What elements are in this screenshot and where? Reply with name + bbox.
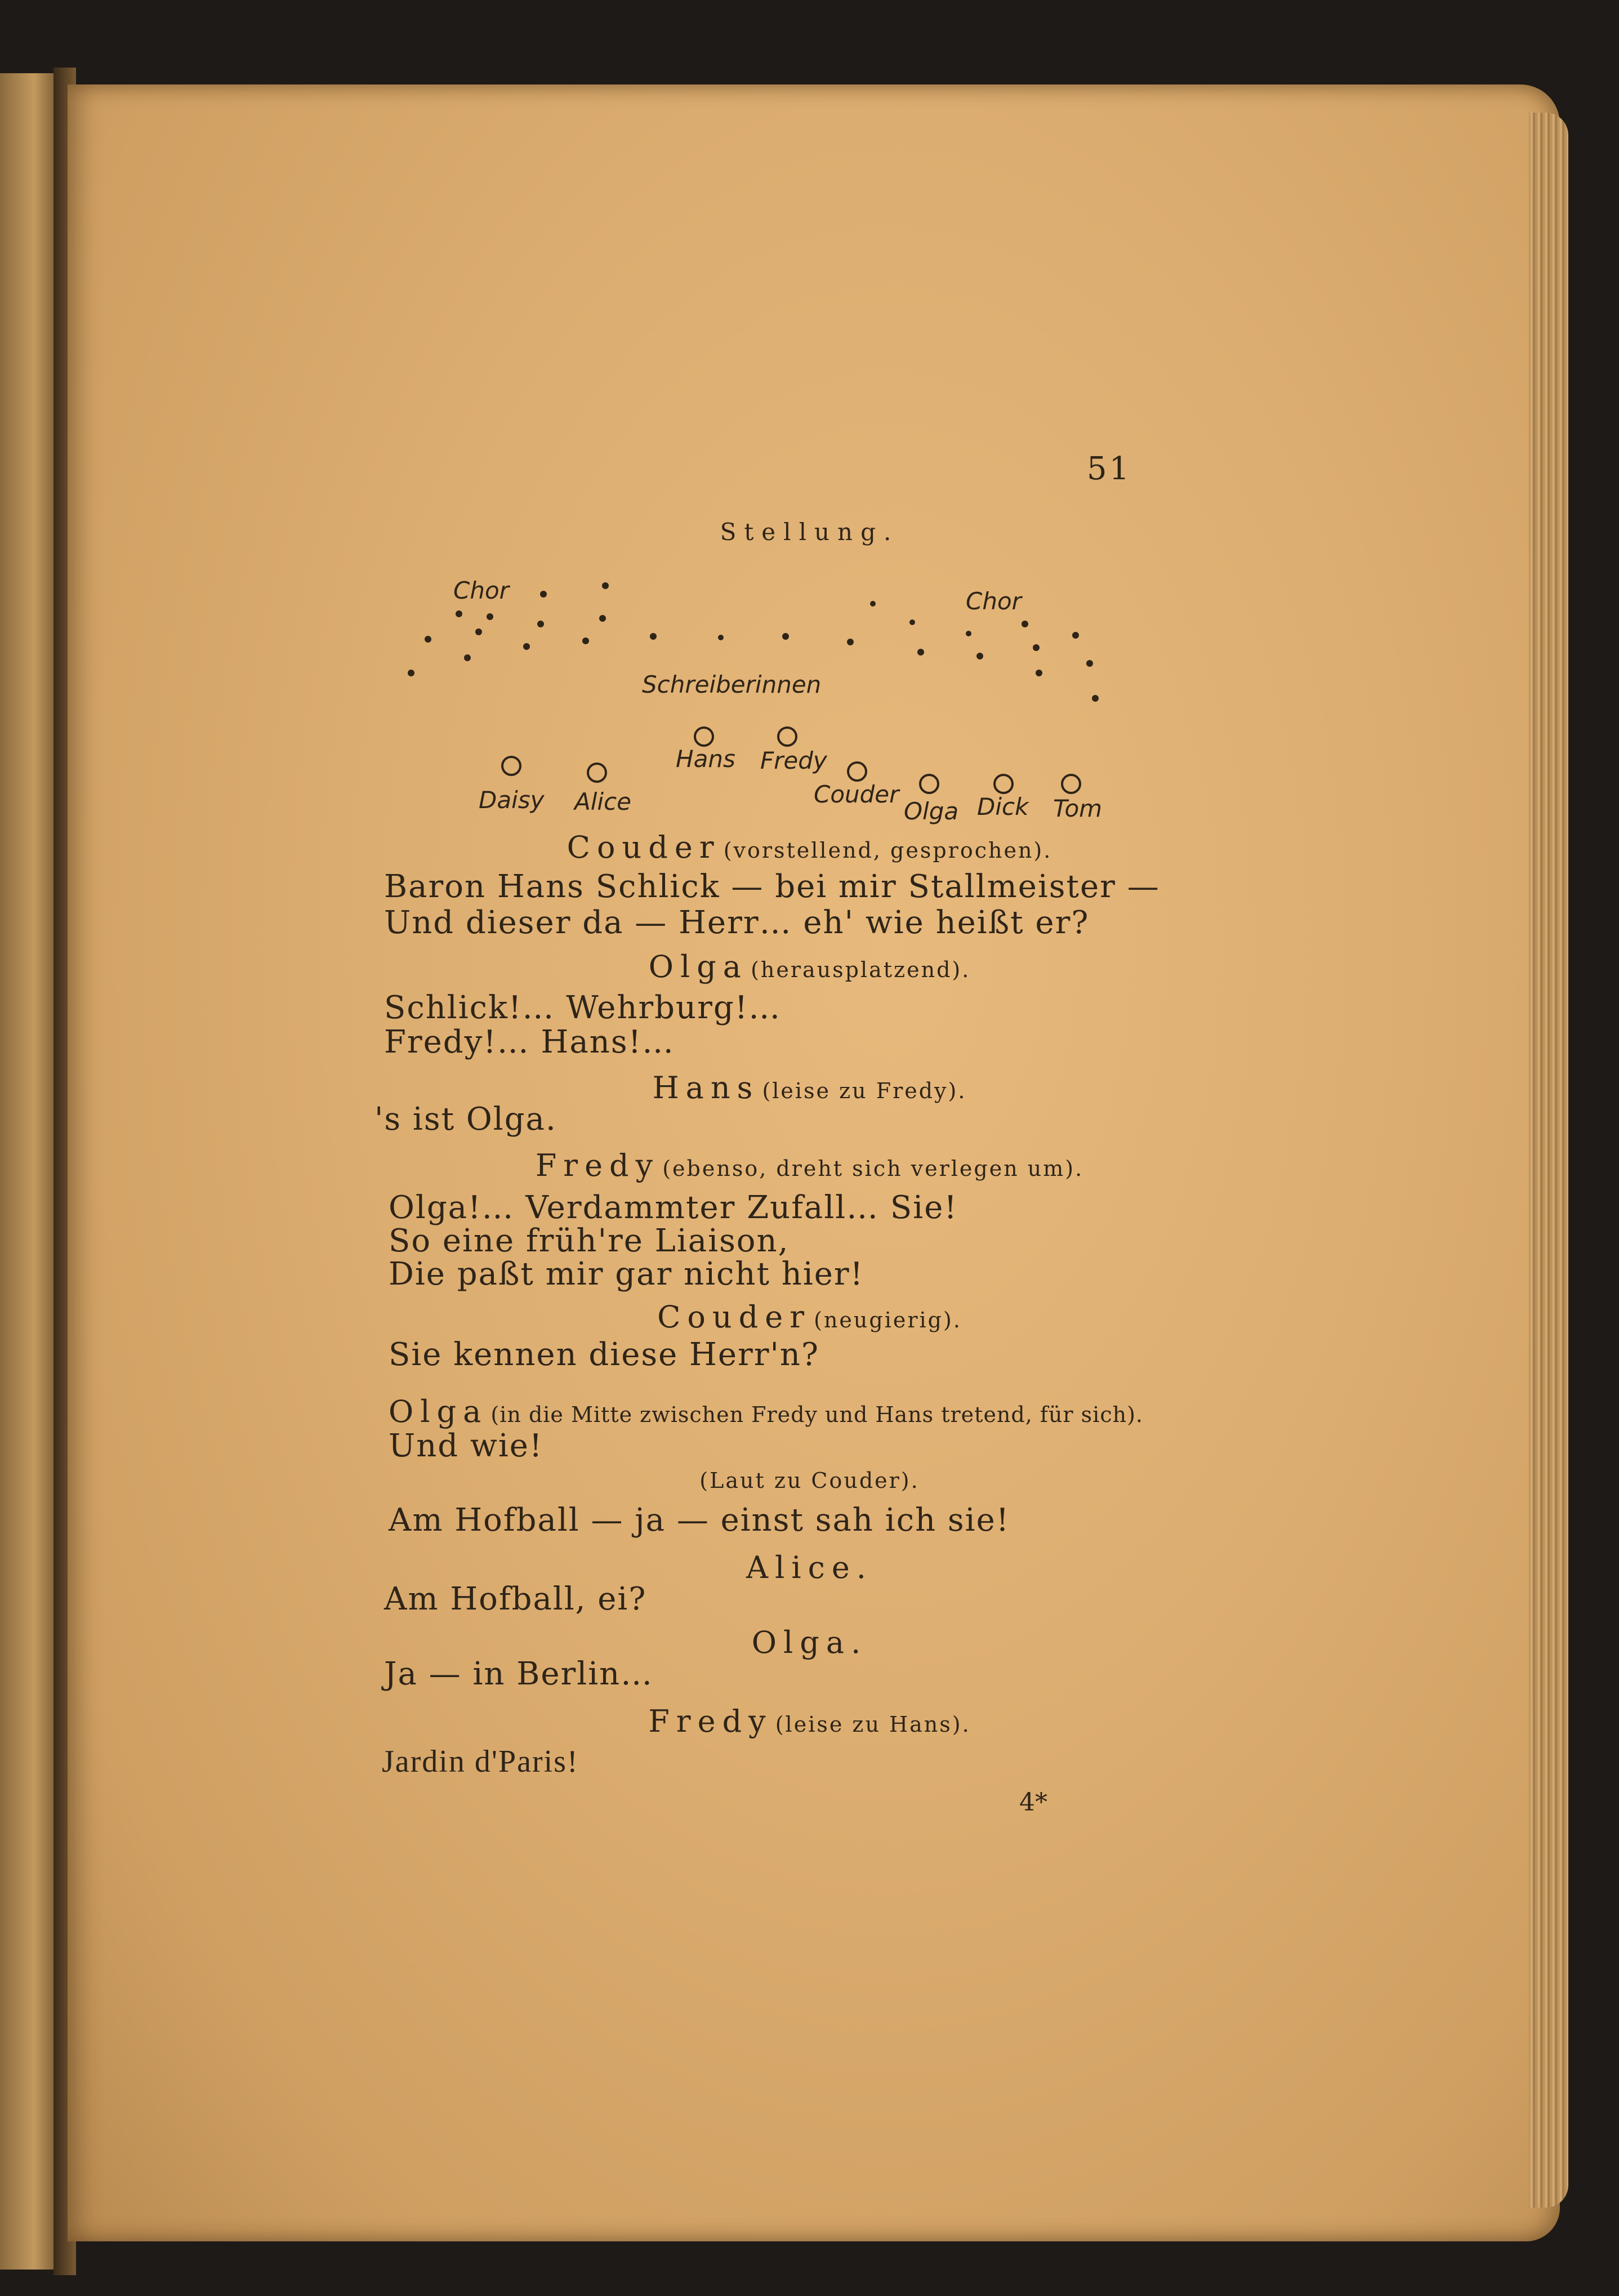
verse-line: So eine früh're Liaison, xyxy=(389,1223,790,1259)
stage-direction-line xyxy=(0,1706,1619,1737)
chor-right-label: Chor xyxy=(966,587,1022,615)
verse-line: Olga!… Verdammter Zufall… Sie! xyxy=(389,1189,958,1226)
speaker-name: Couder xyxy=(567,830,721,865)
speaker-name: Hans xyxy=(652,1070,760,1105)
stage-direction-line xyxy=(0,1070,1619,1105)
verse-line: Jardin d'Paris! xyxy=(382,1744,579,1779)
stage-direction: (neugierig). xyxy=(814,1308,962,1332)
position-label-alice: Alice xyxy=(574,788,632,815)
speaker-name: Olga. xyxy=(751,1625,868,1660)
stage-direction-line xyxy=(0,1299,1619,1335)
stage-direction: (ebenso, dreht sich verlegen um). xyxy=(662,1156,1084,1181)
speaker-name: Alice. xyxy=(746,1550,873,1585)
speaker-name: Olga xyxy=(389,1394,488,1429)
position-label-couder: Couder xyxy=(814,781,899,808)
speaker-name: Fredy xyxy=(535,1148,660,1183)
position-label-fredy: Fredy xyxy=(760,747,827,774)
stage-direction-line xyxy=(0,832,1619,863)
stage-direction: (Laut zu Couder). xyxy=(699,1468,920,1493)
speaker-name: Olga xyxy=(648,949,748,984)
verse-line: Sie kennen diese Herr'n? xyxy=(389,1336,820,1373)
verse-line: 's ist Olga. xyxy=(374,1101,557,1138)
verse-line: Fredy!… Hans!… xyxy=(384,1024,675,1060)
stage-direction-line xyxy=(0,1148,1619,1183)
stage-direction: (leise zu Fredy). xyxy=(762,1078,967,1103)
position-label-tom: Tom xyxy=(1053,795,1103,822)
position-label-dick: Dick xyxy=(977,793,1029,821)
stage-position-heading: Stellung. xyxy=(720,518,899,546)
stage-direction-line xyxy=(389,1394,1143,1429)
verse-line: Ja — in Berlin… xyxy=(384,1656,654,1692)
verse-line: Schlick!… Wehrburg!… xyxy=(384,989,782,1026)
position-label-daisy: Daisy xyxy=(479,786,545,814)
page-number: 51 xyxy=(1087,451,1132,487)
speaker-name: Fredy xyxy=(648,1704,773,1739)
verse-line: Am Hofball, ei? xyxy=(384,1581,647,1617)
stage-direction: (leise zu Hans). xyxy=(775,1712,971,1737)
verse-line: Und dieser da — Herr… eh' wie heißt er? xyxy=(384,904,1090,941)
signature-mark: 4* xyxy=(1019,1788,1047,1817)
verse-line: Baron Hans Schlick — bei mir Stallmeister — xyxy=(384,868,1160,905)
position-label-olga: Olga xyxy=(904,797,959,825)
position-label-hans: Hans xyxy=(676,745,735,773)
stage-direction: (vorstellend, gesprochen). xyxy=(723,838,1052,863)
chor-left-label: Chor xyxy=(453,577,509,604)
verse-line: Und wie! xyxy=(389,1428,543,1464)
verse-line: Die paßt mir gar nicht hier! xyxy=(389,1256,864,1292)
speaker-name: Couder xyxy=(657,1299,811,1335)
chorus-label: Schreiberinnen xyxy=(642,671,822,698)
stage-direction: (herausplatzend). xyxy=(751,957,971,982)
stage-direction-line xyxy=(0,949,1619,984)
verse-line: Am Hofball — ja — einst sah ich sie! xyxy=(389,1502,1010,1539)
stage-direction: (in die Mitte zwischen Fredy und Hans tretend, für sich). xyxy=(490,1402,1143,1427)
